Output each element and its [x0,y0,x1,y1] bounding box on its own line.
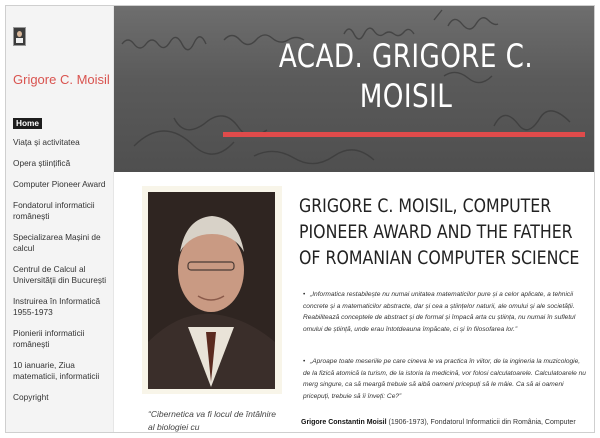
bullet-icon: • [303,291,306,298]
quote-item [303,289,588,335]
quote-item [303,356,588,402]
hero-title-line2: MOISIL [359,77,453,115]
sidebar [6,6,114,433]
person-portrait-image [148,192,275,389]
main-nav [12,118,110,413]
bio-paragraph [301,417,591,429]
quote-text: „Aproape toate meseriile pe care cineva le va practica în viitor, de la ingineria la muzicologie, de la fizică atomică la turism, de la istoria la medicină, vor folosi calculatoarele. Calculatoarele nu merg singure, ca să meargă trebuie să aibă oameni pricepuți să le mâie. Ca să ai oameni pricepuți, trebuie să îi înveți: Ce?” [303,358,586,400]
nav-item-award[interactable]: Computer Pioneer Award [13,179,106,189]
nav-item-centrul[interactable]: Centrul de Calcul al Universității din București [13,264,107,285]
nav-item-specializarea[interactable]: Specializarea Mașini de calcul [13,232,101,253]
site-title[interactable]: Grigore C. Moisil [13,72,110,87]
hero-accent-bar [223,132,585,137]
nav-item-fondatorul[interactable]: Fondatorul informaticii românești [13,200,95,221]
nav-item-copyright[interactable]: Copyright [13,392,49,402]
nav-item-label: Home [13,118,42,129]
nav-item-opera[interactable]: Opera științifică [13,158,71,168]
hero-title [258,36,553,116]
bullet-icon: • [303,358,306,365]
portrait-caption: “Cibernetica va fi locul de întâlnire al biologiei cu [148,409,277,432]
nav-item-viata[interactable]: Viața și activitatea [13,137,80,147]
page-frame [5,5,595,433]
quote-text: „Informatica restabilește nu numai unitatea matematicilor pure și a celor aplicate, a tehnicii concrete și a matematicilor abstracte, dar și cea a științelor naturii, ale omului și ale societății. Reabilitează conceptele de abstract și de formal și împacă arta cu știința, nu numai în sufletul omului de știință, unde erau întotdeauna împăcate, ci și în filosofarea lor.” [303,291,576,333]
page-headline: GRIGORE C. MOISIL, COMPUTER PIONEER AWARD AND THE FATHER OF ROMANIAN COMPUTER SCIENCE [299,195,580,269]
hero-banner [114,6,595,172]
bio-text: (1906-1973), Fondatorul Informaticii din România, Computer [386,419,576,426]
portrait-thumbnail-icon[interactable] [13,27,26,46]
portrait-photo [148,192,275,389]
hero-title-line1: ACAD. GRIGORE C. [278,37,534,75]
nav-item-ziua[interactable]: 10 ianuarie, Ziua matematicii, informaticii [13,360,100,381]
nav-item-pionierii[interactable]: Pionierii informaticii românești [13,328,85,349]
bio-name: Grigore Constantin Moisil [301,419,387,426]
nav-item-instruirea[interactable]: Instruirea în Informatică 1955-1973 [13,296,101,317]
nav-item-home[interactable] [12,118,110,129]
